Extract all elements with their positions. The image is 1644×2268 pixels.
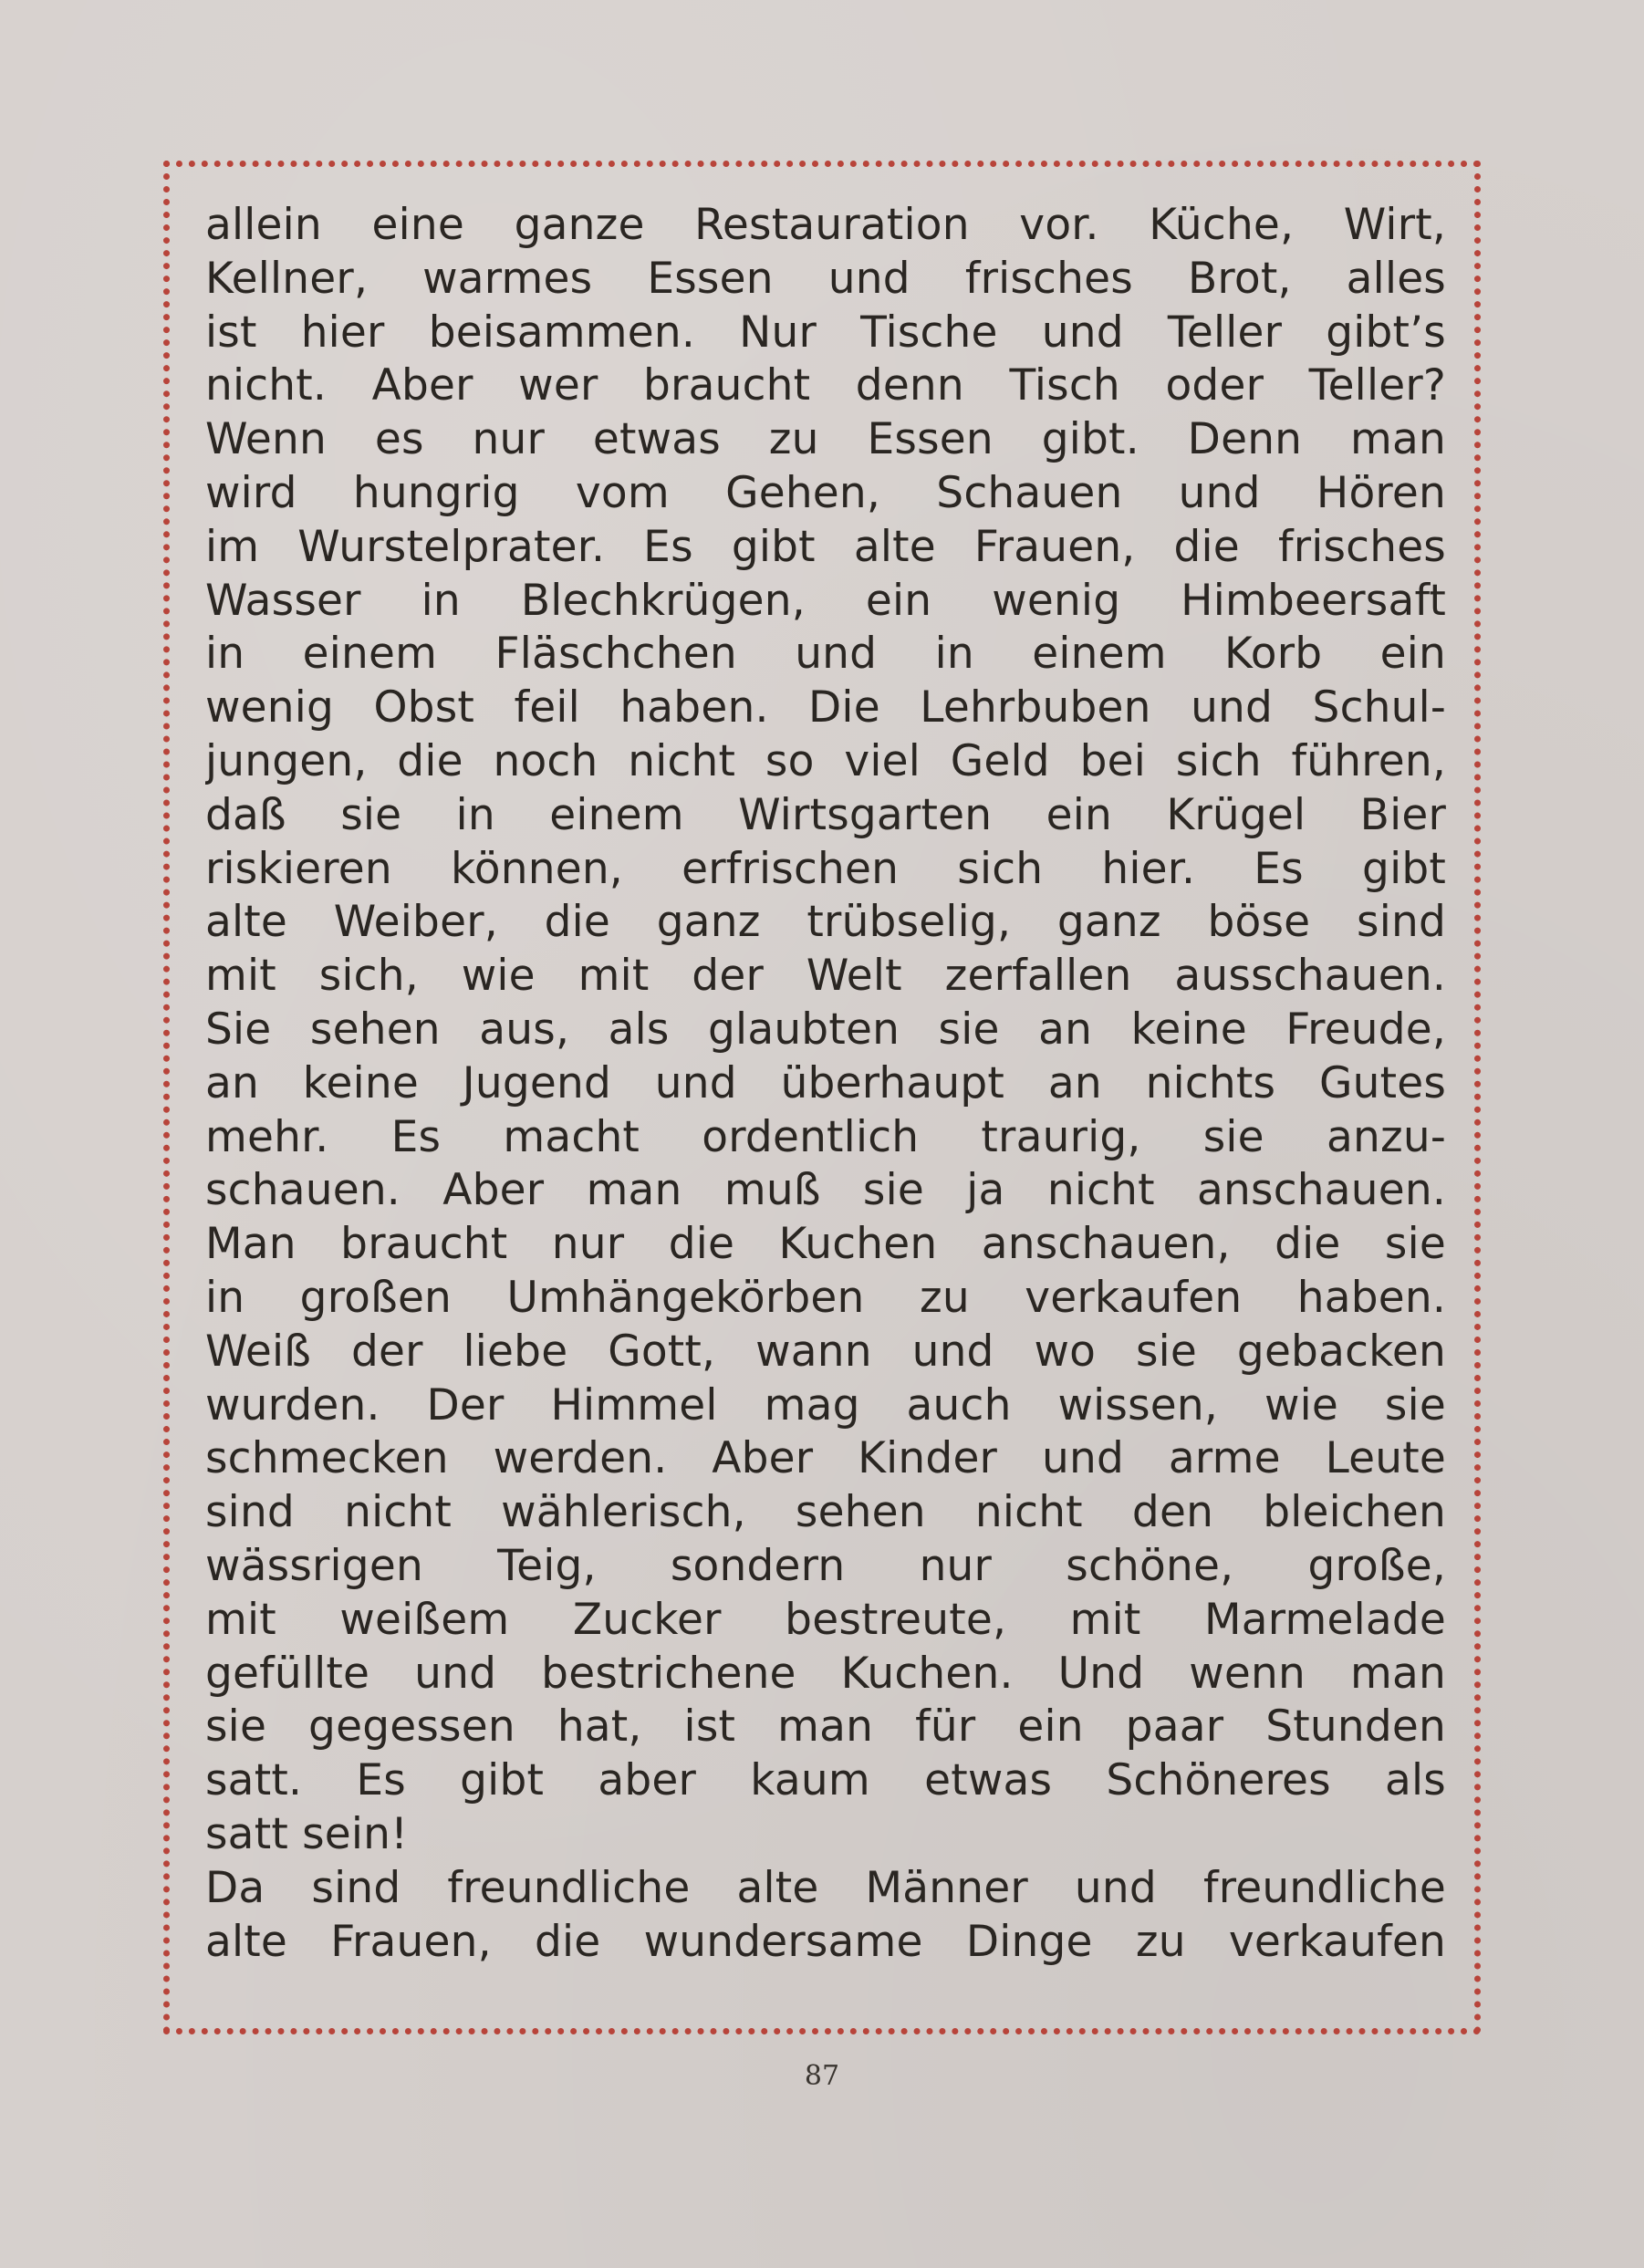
page-number: 87 [804, 2060, 840, 2092]
text-line: schmecken werden. Aber Kinder und arme Leute [205, 1433, 1446, 1484]
text-line: in großen Umhängekörben zu verkaufen haben. [205, 1272, 1446, 1323]
text-line: Da sind freundliche alte Männer und freundliche [205, 1862, 1446, 1913]
text-line: Weiß der liebe Gott, wann und wo sie gebacken [205, 1326, 1446, 1377]
text-line: allein eine ganze Restauration vor. Küche, Wirt, [205, 200, 1446, 250]
text-line: wenig Obst feil haben. Die Lehrbuben und Schul- [205, 682, 1446, 733]
text-line: Kellner, warmes Essen und frisches Brot, alles [205, 253, 1446, 304]
text-line: wird hungrig vom Gehen, Schauen und Hören [205, 467, 1446, 518]
text-line: im Wurstelprater. Es gibt alte Frauen, die frisches [205, 521, 1446, 572]
text-line: sie gegessen hat, ist man für ein paar Stunden [205, 1701, 1446, 1753]
text-line: ist hier beisammen. Nur Tische und Teller gibt’s [205, 307, 1446, 358]
body-text [205, 199, 1446, 1969]
text-line: satt. Es gibt aber kaum etwas Schöneres als [205, 1755, 1446, 1806]
text-line: alte Weiber, die ganz trübselig, ganz böse sind [205, 897, 1446, 948]
text-line: mehr. Es macht ordentlich traurig, sie anzu- [205, 1111, 1446, 1162]
text-line: alte Frauen, die wundersame Dinge zu verkaufen [205, 1916, 1446, 1967]
text-line: mit weißem Zucker bestreute, mit Marmelade [205, 1594, 1446, 1645]
text-line: Wenn es nur etwas zu Essen gibt. Denn man [205, 414, 1446, 465]
text-line: gefüllte und bestrichene Kuchen. Und wenn man [205, 1648, 1446, 1699]
text-line: riskieren können, erfrischen sich hier. Es gibt [205, 843, 1446, 894]
text-line: wurden. Der Himmel mag auch wissen, wie sie [205, 1379, 1446, 1431]
text-line: nicht. Aber wer braucht denn Tisch oder Teller? [205, 360, 1446, 411]
text-line: Wasser in Blechkrügen, ein wenig Himbeersaft [205, 575, 1446, 626]
text-line: jungen, die noch nicht so viel Geld bei sich führen, [205, 735, 1446, 786]
text-line: Sie sehen aus, als glaubten sie an keine Freude, [205, 1004, 1446, 1055]
text-line: an keine Jugend und überhaupt an nichts Gutes [205, 1057, 1446, 1108]
text-line: daß sie in einem Wirtsgarten ein Krügel Bier [205, 789, 1446, 840]
text-line: schauen. Aber man muß sie ja nicht anschauen. [205, 1165, 1446, 1216]
text-line: mit sich, wie mit der Welt zerfallen ausschauen. [205, 951, 1446, 1002]
text-line-paragraph-end: satt sein! [205, 1808, 409, 1859]
text-line: wässrigen Teig, sondern nur schöne, große, [205, 1540, 1446, 1591]
text-line: in einem Fläschchen und in einem Korb ein [205, 629, 1446, 680]
text-line: Man braucht nur die Kuchen anschauen, die sie [205, 1219, 1446, 1270]
text-line: sind nicht wählerisch, sehen nicht den bleichen [205, 1487, 1446, 1538]
